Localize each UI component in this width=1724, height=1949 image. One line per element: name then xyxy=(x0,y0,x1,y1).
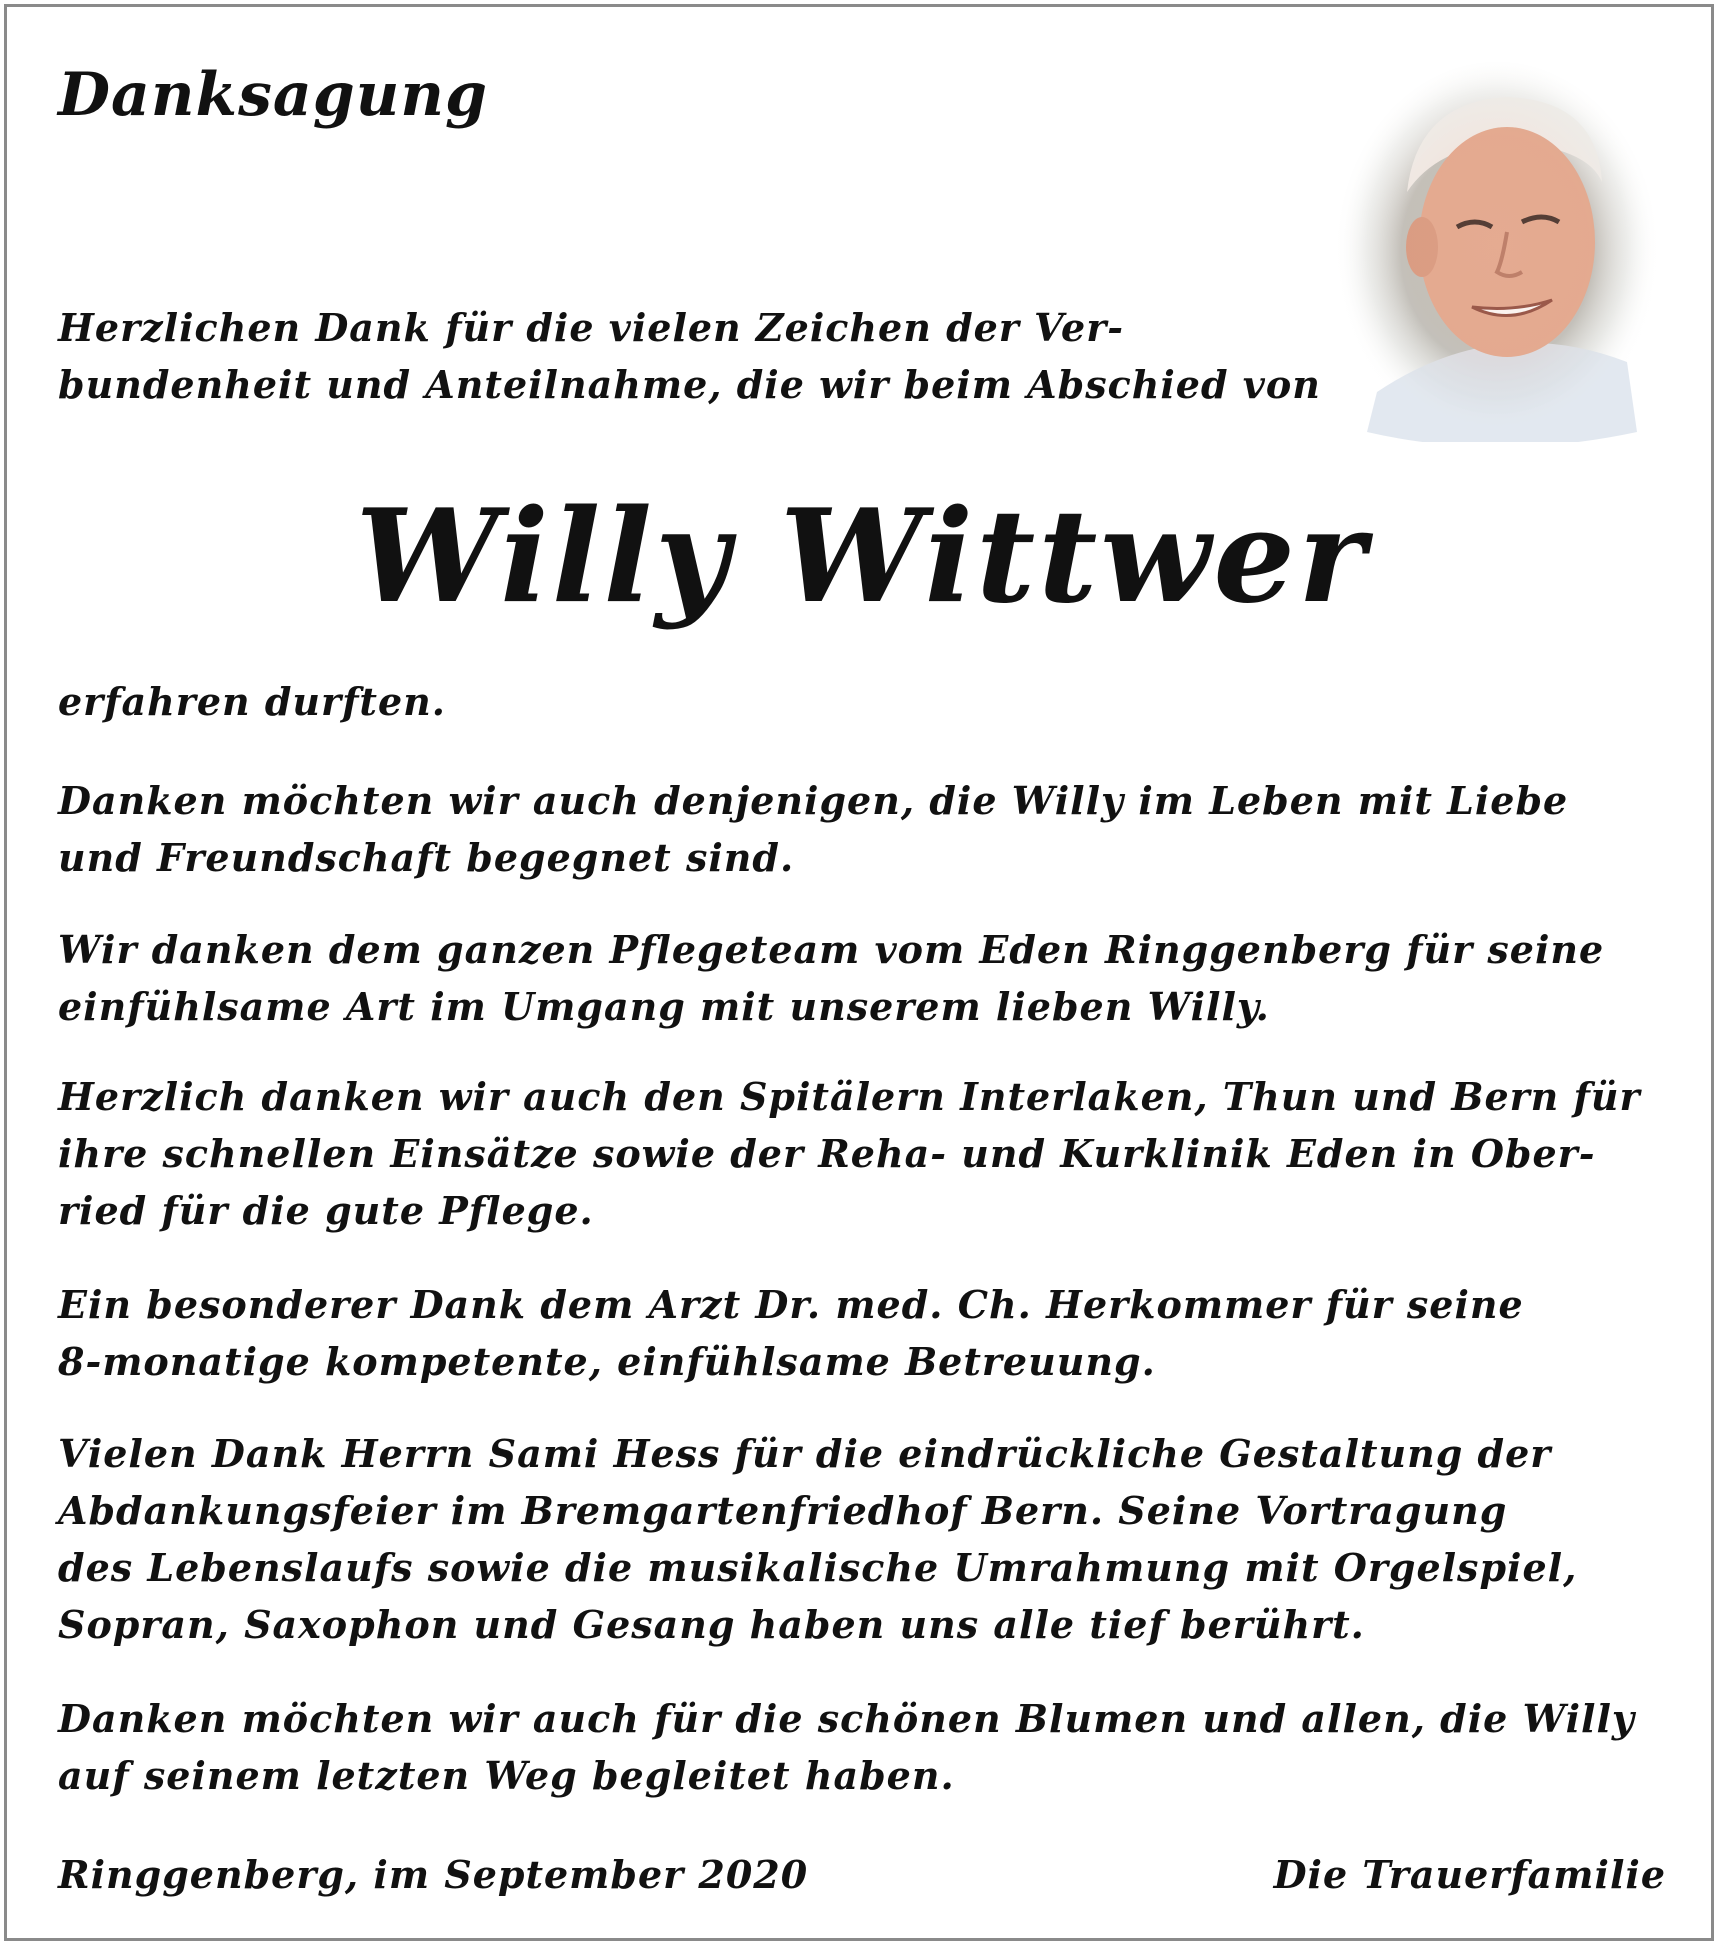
text-line: einfühlsame Art im Umgang mit unserem lieben Willy. xyxy=(58,984,1270,1029)
text-line: und Freundschaft begegnet sind. xyxy=(58,835,795,880)
signature: Die Trauerfamilie xyxy=(1273,1852,1666,1897)
text-line: ihre schnellen Einsätze sowie der Reha- und Kurklinik Eden in Ober- xyxy=(58,1131,1596,1176)
closing-line xyxy=(58,1846,1666,1903)
text-line: 8-monatige kompetente, einfühlsame Betreuung. xyxy=(58,1339,1156,1384)
text-line: Ein besonderer Dank dem Arzt Dr. med. Ch. Herkommer für seine xyxy=(58,1282,1524,1327)
paragraph-thanks-friends xyxy=(58,772,1568,886)
paragraph-thanks-flowers xyxy=(58,1690,1635,1804)
text-line: bundenheit und Anteilnahme, die wir beim Abschied von xyxy=(58,362,1321,407)
after-name-line: erfahren durften. xyxy=(58,679,447,724)
intro-paragraph xyxy=(58,299,1321,413)
paragraph-thanks-doctor xyxy=(58,1276,1524,1390)
text-line: Vielen Dank Herrn Sami Hess für die eindrückliche Gestaltung der xyxy=(58,1431,1552,1476)
paragraph-thanks-hospitals xyxy=(58,1068,1641,1239)
paragraph-thanks-care-team xyxy=(58,921,1604,1035)
text-line: des Lebenslaufs sowie die musikalische Umrahmung mit Orgelspiel, xyxy=(58,1545,1578,1590)
text-line: Danken möchten wir auch denjenigen, die Willy im Leben mit Liebe xyxy=(58,778,1569,823)
text-line: auf seinem letzten Weg begleitet haben. xyxy=(58,1753,955,1798)
place-date: Ringgenberg, im September 2020 xyxy=(58,1852,809,1897)
text-line: Herzlich danken wir auch den Spitälern Interlaken, Thun und Bern für xyxy=(58,1074,1641,1119)
notice-title: Danksagung xyxy=(58,60,488,130)
text-line: Sopran, Saxophon und Gesang haben uns alle tief berührt. xyxy=(58,1602,1365,1647)
deceased-name: Willy Wittwer xyxy=(355,482,1369,632)
portrait-photo xyxy=(1337,62,1657,442)
text-line: Wir danken dem ganzen Pflegeteam vom Eden Ringgenberg für seine xyxy=(58,927,1605,972)
text-line: Abdankungsfeier im Bremgartenfriedhof Bern. Seine Vortragung xyxy=(58,1488,1508,1533)
text-line: ried für die gute Pflege. xyxy=(58,1188,594,1233)
paragraph-thanks-ceremony xyxy=(58,1425,1577,1653)
text-line: Danken möchten wir auch für die schönen Blumen und allen, die Willy xyxy=(58,1696,1635,1741)
text-line: Herzlichen Dank für die vielen Zeichen der Ver- xyxy=(58,305,1125,350)
